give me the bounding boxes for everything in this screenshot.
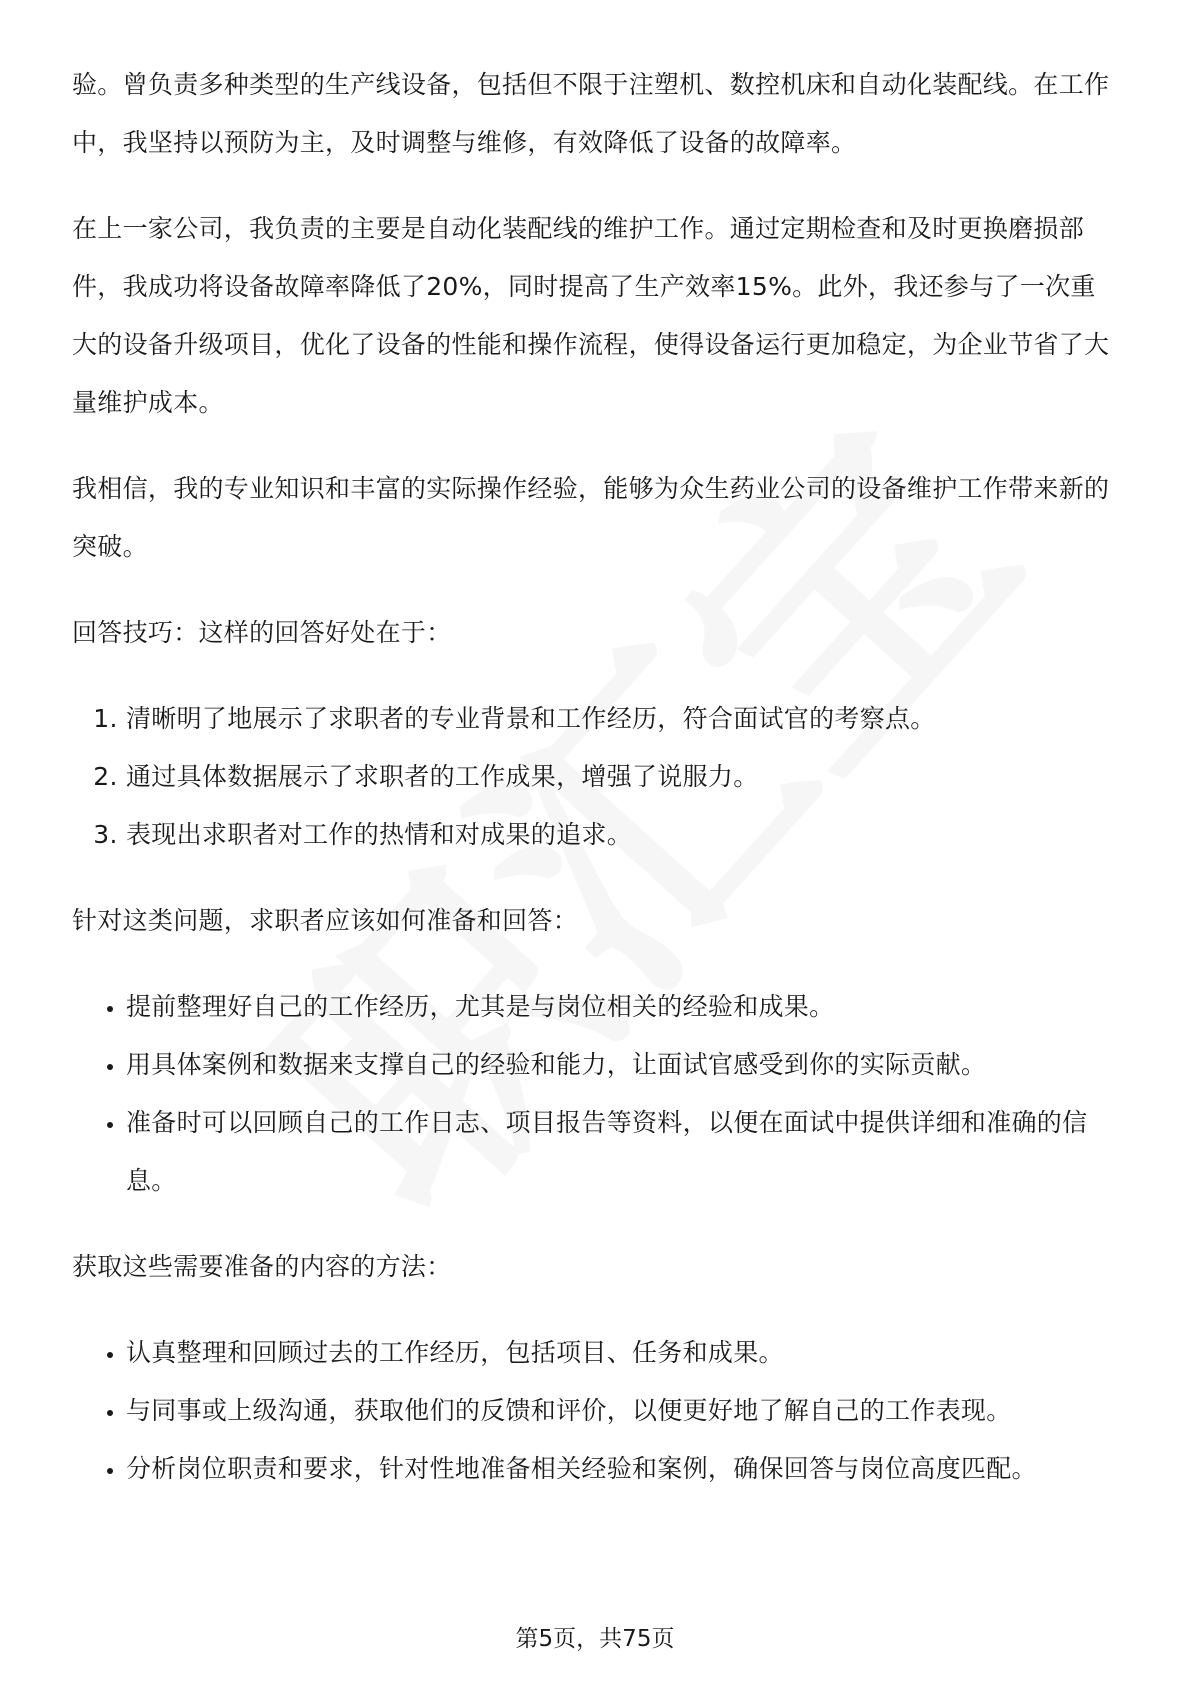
- methods-list: [72, 1324, 1112, 1498]
- list-item: 1. 清晰明了地展示了求职者的专业背景和工作经历，符合面试官的考察点。: [126, 690, 1112, 748]
- tips-list: [72, 690, 1112, 864]
- prepare-list: [72, 978, 1112, 1210]
- page-number: 第5页，共75页: [515, 1626, 675, 1652]
- paragraph-belief: 我相信，我的专业知识和丰富的实际操作经验，能够为众生药业公司的设备维护工作带来新的突破。: [72, 474, 1110, 561]
- list-item: • 与同事或上级沟通，获取他们的反馈和评价，以便更好地了解自己的工作表现。: [126, 1382, 1112, 1440]
- list-item: • 用具体案例和数据来支撑自己的经验和能力，让面试官感受到你的实际贡献。: [126, 1036, 1112, 1094]
- paragraph-experience-intro: 验。曾负责多种类型的生产线设备，包括但不限于注塑机、数控机床和自动化装配线。在工作中，我坚持以预防为主，及时调整与维修，有效降低了设备的故障率。: [72, 70, 1110, 157]
- list-item: 3. 表现出求职者对工作的热情和对成果的追求。: [126, 806, 1112, 864]
- list-item: • 准备时可以回顾自己的工作日志、项目报告等资料，以便在面试中提供详细和准确的信息。: [126, 1094, 1112, 1210]
- paragraph-prepare-heading: 针对这类问题，求职者应该如何准备和回答：: [72, 906, 579, 935]
- list-item: • 认真整理和回顾过去的工作经历，包括项目、任务和成果。: [126, 1324, 1112, 1382]
- paragraph-methods-heading: 获取这些需要准备的内容的方法：: [72, 1252, 452, 1281]
- list-item: • 分析岗位职责和要求，针对性地准备相关经验和案例，确保回答与岗位高度匹配。: [126, 1440, 1112, 1498]
- list-item: • 提前整理好自己的工作经历，尤其是与岗位相关的经验和成果。: [126, 978, 1112, 1036]
- paragraph-tips-heading: 回答技巧：这样的回答好处在于：: [72, 618, 452, 647]
- list-item: 2. 通过具体数据展示了求职者的工作成果，增强了说服力。: [126, 748, 1112, 806]
- document-body: [72, 56, 1112, 1526]
- paragraph-previous-company: 在上一家公司，我负责的主要是自动化装配线的维护工作。通过定期检查和及时更换磨损部件，我成功将设备故障率降低了20%，同时提高了生产效率15%。此外，我还参与了一次重大的设备升级项目，优化了设备的性能和操作流程，使得设备运行更加稳定，为企业节省了大量维护成本。: [72, 214, 1110, 417]
